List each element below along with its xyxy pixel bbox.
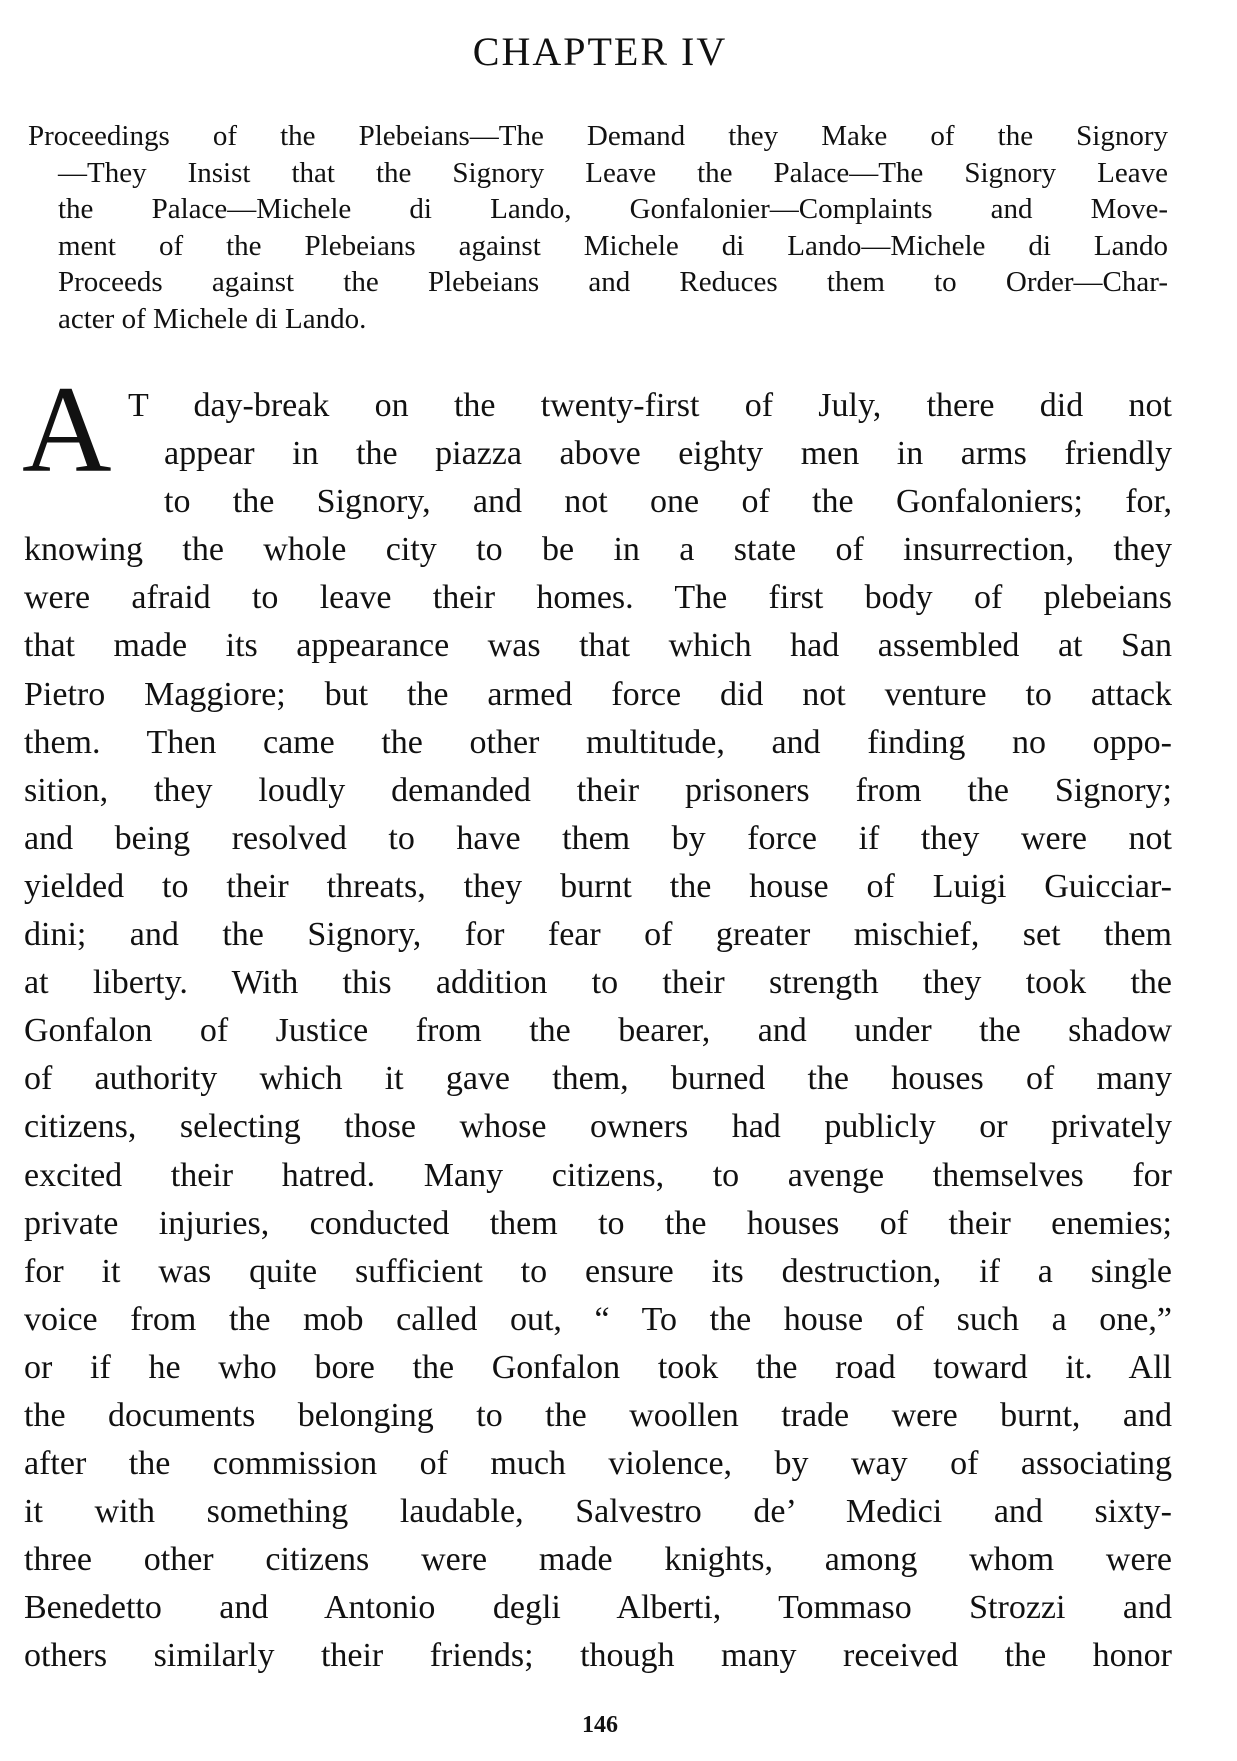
body-line: to the Signory, and not one of the Gonfaloniers; for, [164,483,1172,521]
body-line: and being resolved to have them by force if they were not [24,819,1172,857]
summary-line: acter of Michele di Lando. [58,302,367,335]
body-line: the documents belonging to the woollen trade were burnt, and [24,1396,1172,1434]
body-line: at liberty. With this addition to their strength they took the [24,964,1172,1002]
drop-cap-letter: A [22,361,112,498]
body-line: private injuries, conducted them to the houses of their enemies; [24,1204,1172,1242]
body-line: appear in the piazza above eighty men in arms friendly [164,435,1172,473]
summary-line: ment of the Plebeians against Michele di Lando—Michele di Lando [58,229,1168,262]
body-line: them. Then came the other multitude, and finding no oppo- [24,723,1172,761]
body-line: sition, they loudly demanded their prisoners from the Signory; [24,771,1172,809]
body-line: voice from the mob called out, “ To the house of such a one,” [24,1300,1172,1338]
body-line: three other citizens were made knights, among whom were [24,1541,1172,1579]
body-line: excited their hatred. Many citizens, to avenge themselves for [24,1156,1172,1194]
summary-line: Proceedings of the Plebeians—The Demand they Make of the Signory [28,120,1168,152]
body-line: Benedetto and Antonio degli Alberti, Tommaso Strozzi and [24,1589,1172,1627]
body-line: that made its appearance was that which had assembled at San [24,627,1172,665]
body-line: T day-break on the twenty-first of July, there did not [128,387,1172,424]
body-line: it with something laudable, Salvestro de’ Medici and sixty- [24,1493,1172,1531]
body-line: Pietro Maggiore; but the armed force did not venture to attack [24,675,1172,713]
body-line: after the commission of much violence, by way of associating [24,1445,1172,1483]
body-line: were afraid to leave their homes. The first body of plebeians [24,579,1172,617]
chapter-summary [28,118,1168,338]
summary-line: Proceeds against the Plebeians and Reduces them to Order—Char- [58,266,1168,299]
body-line: dini; and the Signory, for fear of greater mischief, set them [24,916,1172,954]
body-line: knowing the whole city to be in a state of insurrection, they [24,531,1172,569]
body-line: of authority which it gave them, burned the houses of many [24,1060,1172,1098]
body-line: yielded to their threats, they burnt the house of Luigi Guicciar- [24,867,1172,905]
summary-line: the Palace—Michele di Lando, Gonfalonier—Complaints and Move- [58,193,1168,226]
page-number: 146 [582,1712,618,1738]
body-line: for it was quite sufficient to ensure its destruction, if a single [24,1252,1172,1290]
summary-line: —They Insist that the Signory Leave the Palace—The Signory Leave [58,156,1168,189]
body-line: or if he who bore the Gonfalon took the road toward it. All [24,1348,1172,1386]
chapter-title: CHAPTER IV [472,29,728,74]
body-text [24,382,1172,1681]
body-line: others similarly their friends; though many received the honor [24,1637,1172,1675]
body-line: Gonfalon of Justice from the bearer, and under the shadow [24,1012,1172,1050]
body-line: citizens, selecting those whose owners had publicly or privately [24,1108,1172,1146]
